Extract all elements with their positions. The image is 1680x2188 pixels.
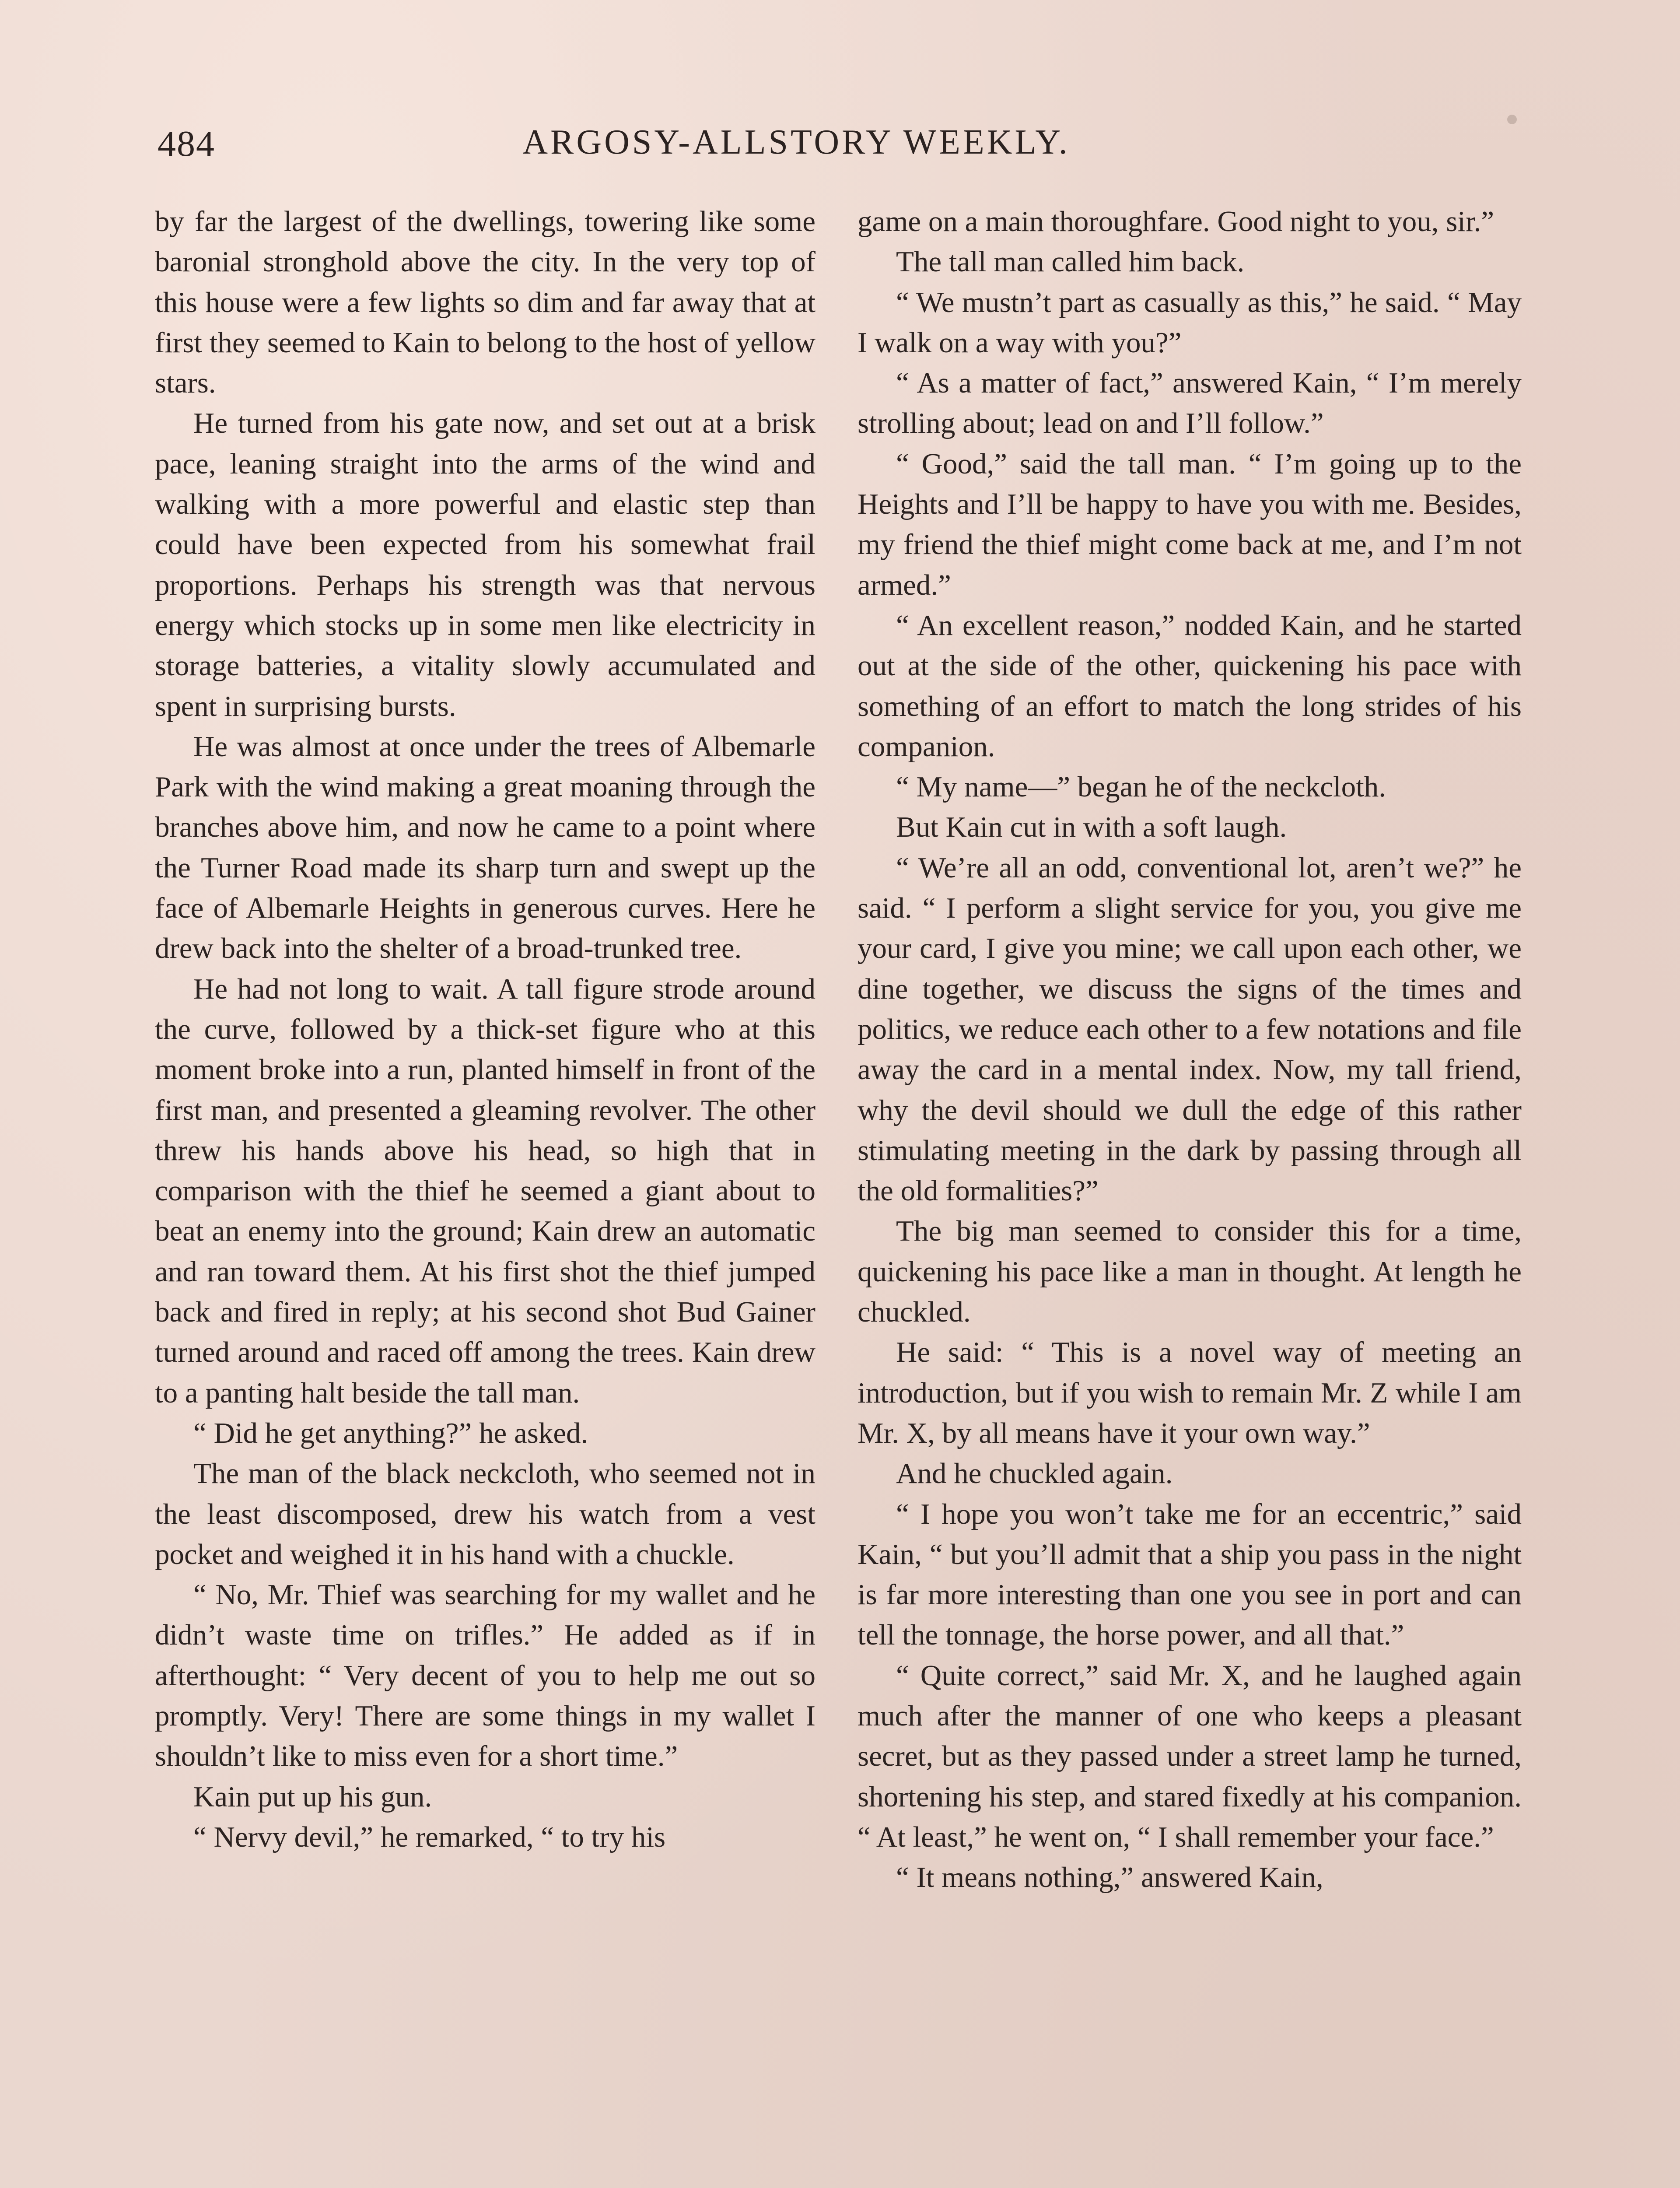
page-number: 484 (158, 123, 215, 164)
paragraph: The man of the black neckcloth, who seemed not in the least discomposed, drew his watch from a vest pocket and weighed it in his hand with a chuckle. (155, 1457, 816, 1571)
paragraph: The big man seemed to consider this for a time, quickening his pace like a man in thought. At length he chuckled. (858, 1215, 1522, 1329)
paragraph: He turned from his gate now, and set out at a brisk pace, leaning straight into the arms of the wind and walking with a more powerful and elastic step than could have been expected from his somewhat frail proportions. Perhaps his strength was that nervous energy which stocks up in some men like electricity in storage batteries, a vitality slowly accumulated and spent in surprising bursts. (155, 407, 816, 722)
paragraph: “ An excellent reason,” nodded Kain, and he started out at the side of the other, quickening his pace with something of an effort to match the long strides of his companion. (858, 609, 1522, 763)
paragraph: “ My name—” began he of the neckcloth. (896, 771, 1386, 803)
paragraph: And he chuckled again. (896, 1457, 1173, 1490)
paragraph: “ We mustn’t part as casually as this,” he said. “ May I walk on a way with you?” (858, 286, 1522, 359)
paragraph: Kain put up his gun. (193, 1780, 432, 1813)
paragraph: “ Quite correct,” said Mr. X, and he laughed again much after the manner of one who keeps a pleasant secret, but as they passed under a street lamp he turned, shortening his step, and stared fixedly at his companion. “ At least,” he went on, “ I shall remember your face.” (858, 1659, 1522, 1853)
paragraph: He was almost at once under the trees of Albemarle Park with the wind making a great moaning through the branches above him, and now he came to a point where the Turner Road made its sharp turn and swept up the face of Albemarle Heights in generous curves. Here he drew back into the shelter of a broad-trunked tree. (155, 730, 816, 965)
paragraph: “ Nervy devil,” he remarked, “ to try his (193, 1820, 666, 1853)
paragraph: game on a main thoroughfare. Good night to you, sir.” (858, 205, 1494, 238)
running-head: ARGOSY-ALLSTORY WEEKLY. (522, 123, 1070, 161)
paragraph: He said: “ This is a novel way of meeting an introduction, but if you wish to remain Mr. Z while I am Mr. X, by all means have it your own way.” (858, 1336, 1522, 1449)
paragraph: The tall man called him back. (896, 245, 1245, 278)
paragraph: “ We’re all an odd, conventional lot, aren’t we?” he said. “ I perform a slight service for you, you give me your card, I give you mine; we call upon each other, we dine together, we discuss the signs of the times and politics, we reduce each other to a few notations and file away the card in a mental index. Now, my tall friend, why the devil should we dull the edge of this rather stimulating meeting in the dark by passing through all the old formalities?” (858, 851, 1522, 1207)
left-column (155, 201, 816, 1857)
right-column (858, 201, 1522, 1897)
paragraph: “ Did he get anything?” he asked. (193, 1417, 588, 1449)
paragraph: “ I hope you won’t take me for an eccentric,” said Kain, “ but you’ll admit that a ship you pass in the night is far more interesting than one you see in port and can tell the tonnage, the horse power, and all that.” (858, 1497, 1522, 1652)
paragraph: But Kain cut in with a soft laugh. (896, 811, 1287, 844)
paper-spot (1507, 115, 1517, 124)
paragraph: “ No, Mr. Thief was searching for my wallet and he didn’t waste time on trifles.” He added as if in afterthought: “ Very decent of you to help me out so promptly. Very! There are some things in my wallet I shouldn’t like to miss even for a short time.” (155, 1578, 816, 1773)
page-header (158, 123, 1435, 171)
paragraph: “ It means nothing,” answered Kain, (896, 1861, 1323, 1894)
paragraph: He had not long to wait. A tall figure strode around the curve, followed by a thick-set figure who at this moment broke into a run, planted himself in front of the first man, and presented a gleaming revolver. The other threw his hands above his head, so high that in comparison with the thief he seemed a giant about to beat an enemy into the ground; Kain drew an automatic and ran toward them. At his first shot the thief jumped back and fired in reply; at his second shot Bud Gainer turned around and raced off among the trees. Kain drew to a panting halt beside the tall man. (155, 972, 816, 1409)
paragraph: “ Good,” said the tall man. “ I’m going up to the Heights and I’ll be happy to have you with me. Besides, my friend the thief might come back at me, and I’m not armed.” (858, 447, 1522, 601)
paragraph: “ As a matter of fact,” answered Kain, “ I’m merely strolling about; lead on and I’ll follow.” (858, 367, 1522, 440)
paragraph: by far the largest of the dwellings, towering like some baronial stronghold above the city. In the very top of this house were a few lights so dim and far away that at first they seemed to Kain to belong to the host of yellow stars. (155, 205, 816, 400)
